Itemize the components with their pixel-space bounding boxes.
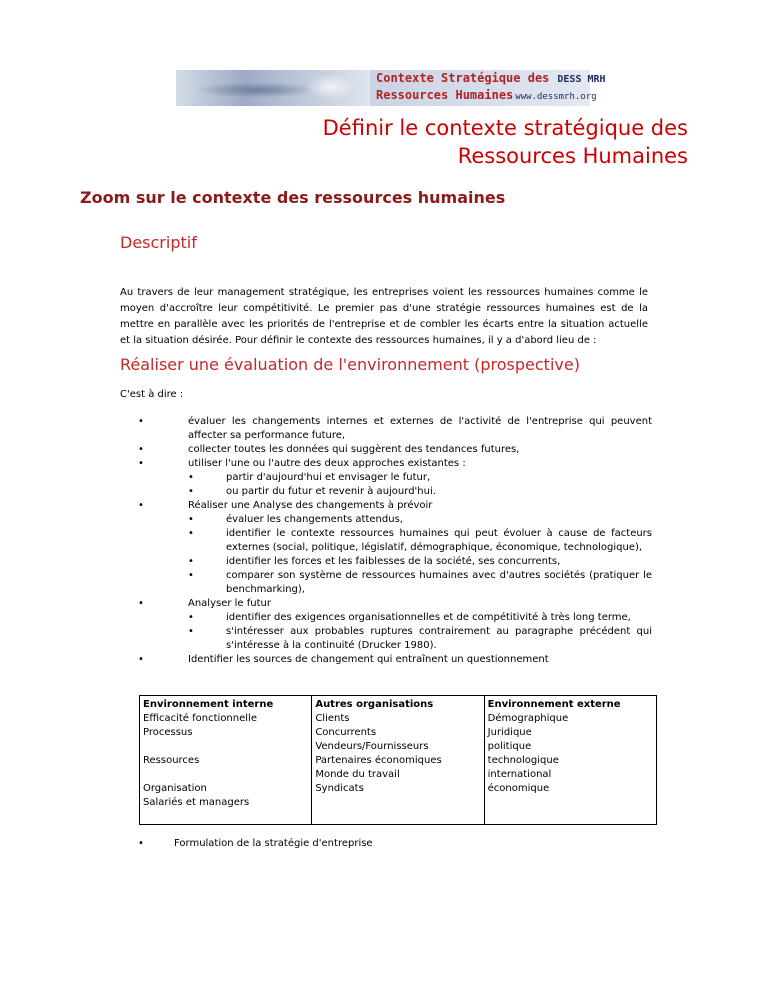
table-cell: Monde du travail (315, 769, 400, 780)
table-cell: Juridique (487, 727, 532, 738)
page-title-line2: Ressources Humaines (457, 144, 688, 168)
list-item-label: Analyser le futur (188, 598, 271, 609)
section-title: Zoom sur le contexte des ressources humaines (80, 188, 506, 207)
list-item (132, 499, 652, 597)
table-cell: technologique (487, 755, 559, 766)
table-header: Autres organisations (315, 699, 434, 710)
table-cell: politique (487, 741, 532, 752)
descriptif-heading: Descriptif (120, 233, 197, 252)
table-cell: international (487, 769, 552, 780)
page-title-line1: Définir le contexte stratégique des (322, 116, 688, 140)
table-col-organisations (312, 696, 484, 825)
final-bullet-text: Formulation de la stratégie d'entreprise (174, 838, 373, 849)
table-cell: Clients (315, 713, 350, 724)
descriptif-paragraph: Au travers de leur management stratégique, les entreprises voient les ressources humaines comme le moyen d'accroître leur compétitivité. Le premier pas d'une stratégie ressources humaines est de la mettre en parallèle avec les priorités de l'entreprise et de combler les écarts entre la situation actuelle et la situation désirée. Pour définir le contexte des ressources humaines, il y a d'abord lieu de : (120, 287, 648, 346)
table-col-external (484, 696, 656, 825)
sub-list-item: • ou partir du futur et revenir à aujourd'hui. (188, 485, 652, 499)
list-item-label: utiliser l'une ou l'autre des deux approches existantes : (188, 458, 466, 469)
table-cell: Vendeurs/Fournisseurs (315, 741, 429, 752)
list-item: • Identifier les sources de changement qui entraînent un questionnement (132, 653, 652, 667)
evaluation-list (132, 415, 652, 667)
table-cell: Démographique (487, 713, 569, 724)
table-cell: Processus (143, 727, 193, 738)
sub-list-item: • s'intéresser aux probables ruptures contrairement au paragraphe précédent qui s'intéresse à la continuité (Drucker 1980). (188, 625, 652, 653)
sub-list (188, 513, 652, 597)
banner-url: www.dessmrh.org (515, 92, 597, 102)
sub-list (188, 611, 652, 653)
table-cell: Concurrents (315, 727, 377, 738)
table-cell: Salariés et managers (143, 797, 250, 808)
sub-list-item: • partir d'aujourd'hui et envisager le futur, (188, 471, 652, 485)
table-cell: Partenaires économiques (315, 755, 442, 766)
evaluation-intro: C'est à dire : (120, 389, 184, 400)
table-cell: Organisation (143, 783, 207, 794)
list-item-label: Réaliser une Analyse des changements à prévoir (188, 500, 433, 511)
table-cell: Syndicats (315, 783, 364, 794)
table-header: Environnement externe (487, 699, 621, 710)
table-header: Environnement interne (143, 699, 274, 710)
environment-table (139, 695, 657, 825)
list-item: • évaluer les changements internes et externes de l'activité de l'entreprise qui peuvent affecter sa performance future, (132, 415, 652, 443)
banner-logo (370, 70, 606, 106)
banner-tag: DESS MRH (557, 74, 606, 85)
banner-line2: Ressources Humaines (376, 88, 514, 102)
sub-list-item: • identifier des exigences organisationnelles et de compétitivité à très long terme, (188, 611, 652, 625)
banner-photo (176, 70, 370, 106)
bullet-icon: • (138, 838, 144, 849)
list-item (132, 597, 652, 653)
sub-list-item: • identifier le contexte ressources humaines qui peut évoluer à cause de facteurs externes (social, politique, législatif, démographique, économique, technologique), (188, 527, 652, 555)
evaluation-heading: Réaliser une évaluation de l'environnement (prospective) (120, 355, 580, 374)
page-title (323, 114, 688, 170)
table-cell: Ressources (143, 755, 200, 766)
banner-line1: Contexte Stratégique des (376, 71, 550, 85)
sub-list-item: • comparer son système de ressources humaines avec d'autres sociétés (pratiquer le benchmarking), (188, 569, 652, 597)
list-item: • collecter toutes les données qui suggèrent des tendances futures, (132, 443, 652, 457)
header-banner (176, 70, 606, 106)
table-cell-blank (143, 740, 308, 754)
sub-list-item: • identifier les forces et les faiblesses de la société, ses concurrents, (188, 555, 652, 569)
table-cell: Efficacité fonctionnelle (143, 713, 257, 724)
sub-list-item: • évaluer les changements attendus, (188, 513, 652, 527)
sub-list (188, 471, 652, 499)
table-cell-blank (143, 768, 308, 782)
table-cell: économique (487, 783, 550, 794)
table-col-internal (140, 696, 312, 825)
list-item (132, 457, 652, 499)
